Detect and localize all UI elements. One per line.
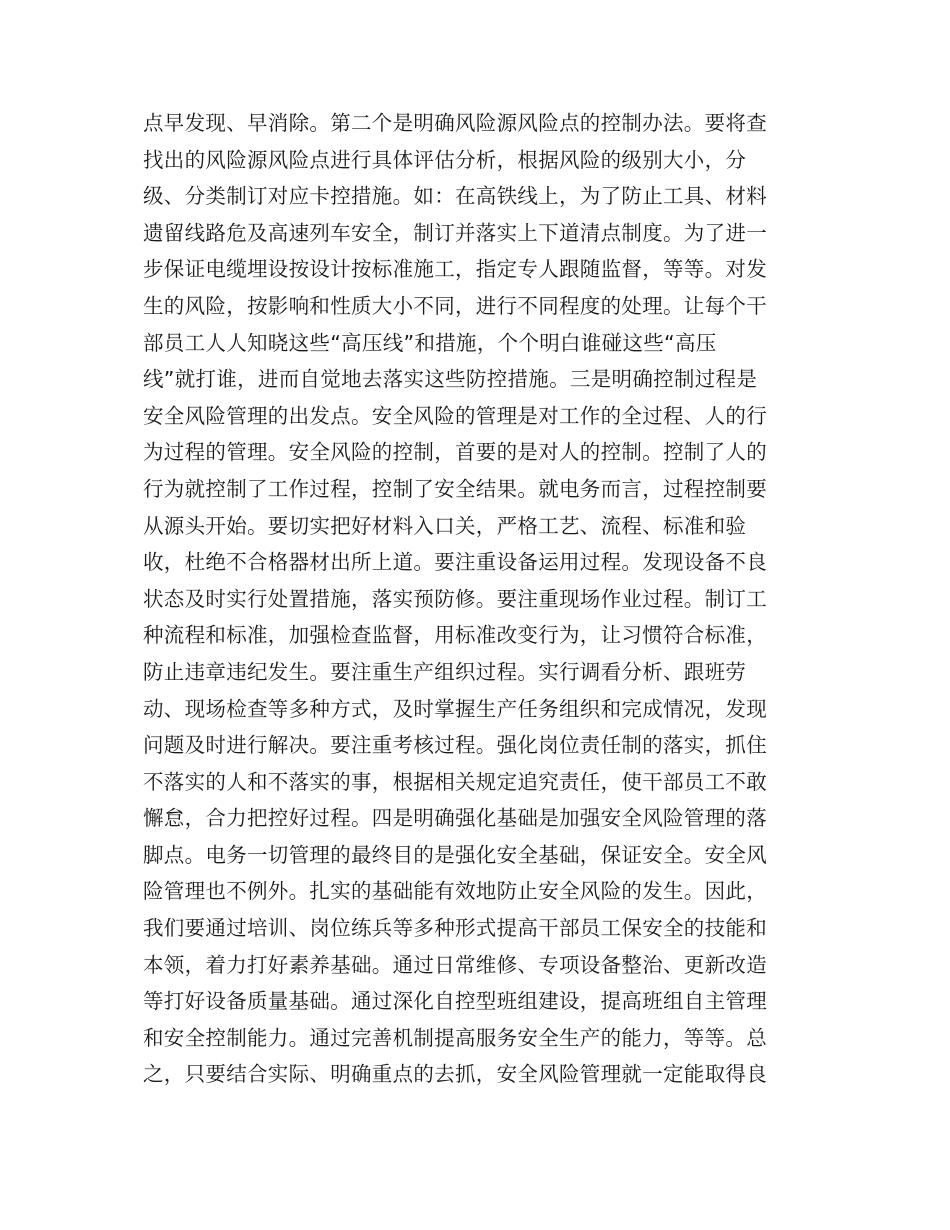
- text-line: 从源头开始。要切实把好材料入口关，严格工艺、流程、标准和验: [143, 513, 747, 538]
- text-line: 行为就控制了工作过程，控制了安全结果。就电务而言，过程控制要: [143, 476, 767, 501]
- body-paragraph: [143, 105, 803, 1093]
- text-line: 种流程和标准，加强检查监督，用标准改变行为，让习惯符合标准，: [143, 623, 767, 648]
- text-line: 险管理也不例外。扎实的基础能有效地防止安全风险的发生。因此，: [143, 879, 767, 904]
- text-line: 不落实的人和不落实的事，根据相关规定追究责任，使干部员工不敢: [143, 769, 767, 794]
- text-line: 生的风险，按影响和性质大小不同，进行不同程度的处理。让每个干: [143, 293, 767, 318]
- text-line: 本领，着力打好素养基础。通过日常维修、专项设备整治、更新改造: [143, 952, 767, 977]
- text-line: 线”就打谁，进而自觉地去落实这些防控措施。三是明确控制过程是: [143, 367, 758, 392]
- text-line: 部员工人人知晓这些“高压线”和措施，个个明白谁碰这些“高压: [143, 330, 717, 355]
- text-line: 收，杜绝不合格器材出所上道。要注重设备运用过程。发现设备不良: [143, 550, 767, 575]
- text-line: 我们要通过培训、岗位练兵等多种形式提高干部员工保安全的技能和: [143, 916, 767, 941]
- text-line: 动、现场检查等多种方式，及时掌握生产任务组织和完成情况，发现: [143, 696, 767, 721]
- text-line: 等打好设备质量基础。通过深化自控型班组建设，提高班组自主管理: [143, 989, 767, 1014]
- text-line: 脚点。电务一切管理的最终目的是强化安全基础，保证安全。安全风: [143, 842, 767, 867]
- text-line: 找出的风险源风险点进行具体评估分析，根据风险的级别大小，分: [143, 147, 747, 172]
- text-line: 问题及时进行解决。要注重考核过程。强化岗位责任制的落实，抓住: [143, 733, 767, 758]
- text-line: 级、分类制订对应卡控措施。如：在高铁线上，为了防止工具、材料: [143, 184, 767, 209]
- text-line: 状态及时实行处置措施，落实预防修。要注重现场作业过程。制订工: [143, 586, 767, 611]
- text-line: 防止违章违纪发生。要注重生产组织过程。实行调看分析、跟班劳: [143, 659, 747, 684]
- text-line: 步保证电缆埋设按设计按标准施工，指定专人跟随监督，等等。对发: [143, 257, 767, 282]
- text-line: 之，只要结合实际、明确重点的去抓，安全风险管理就一定能取得良: [143, 1062, 767, 1087]
- text-line: 为过程的管理。安全风险的控制，首要的是对人的控制。控制了人的: [143, 440, 767, 465]
- text-line: 和安全控制能力。通过完善机制提高服务安全生产的能力，等等。总: [143, 1025, 767, 1050]
- text-line: 遗留线路危及高速列车安全，制订并落实上下道清点制度。为了进一: [143, 220, 767, 245]
- text-line: 点早发现、早消除。第二个是明确风险源风险点的控制办法。要将查: [143, 111, 767, 135]
- text-line: 安全风险管理的出发点。安全风险的管理是对工作的全过程、人的行: [143, 403, 767, 428]
- text-line: 懈怠，合力把控好过程。四是明确强化基础是加强安全风险管理的落: [143, 806, 767, 831]
